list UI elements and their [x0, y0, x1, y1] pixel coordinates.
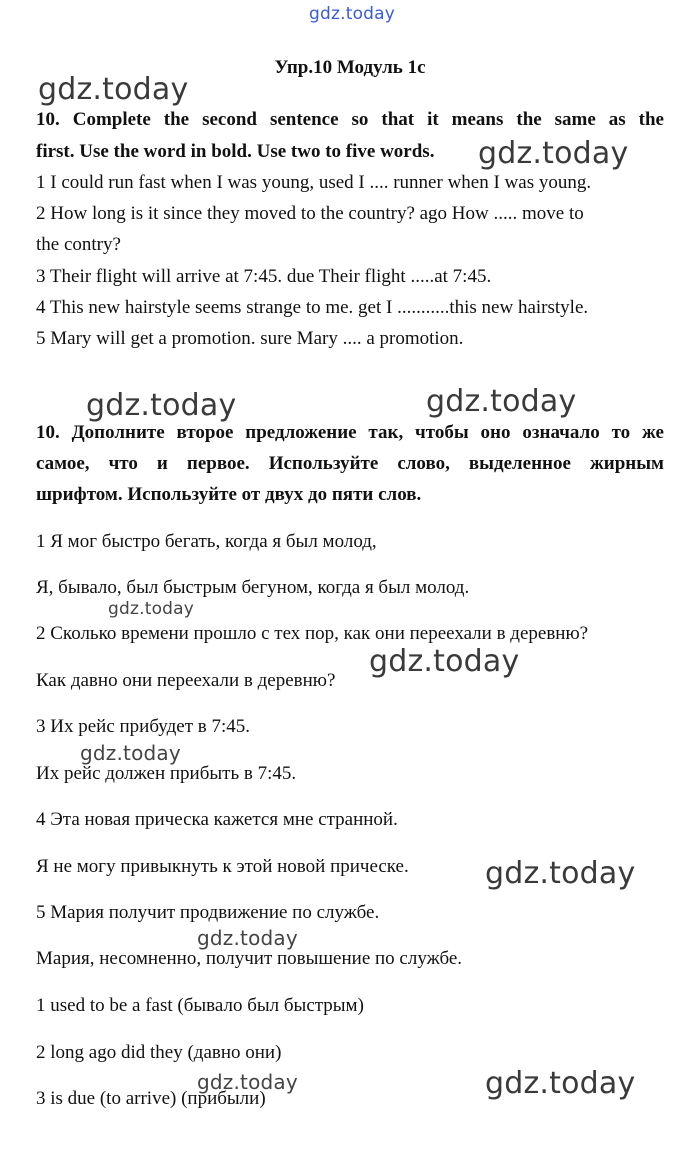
russian-item-5: 5 Мария получит продвижение по службе. [36, 902, 380, 923]
answer-1: 1 used to be a fast (бывало был быстрым) [36, 995, 364, 1016]
watermark: gdz.today [426, 384, 577, 419]
watermark: gdz.today [38, 72, 189, 107]
russian-heading-line-3: шрифтом. Используйте от двух до пяти слов. [36, 484, 422, 505]
watermark: gdz.today [485, 1066, 636, 1101]
russian-item-4: 4 Эта новая прическа кажется мне странной. [36, 809, 398, 830]
russian-item-1-answer: Я, бывало, был быстрым бегуном, когда я был молод. [36, 577, 470, 598]
english-item-2: 2 How long is it since they moved to the country? ago How ..... move to [36, 203, 584, 224]
russian-item-4-answer: Я не могу привыкнуть к этой новой прическе. [36, 856, 409, 877]
russian-heading-line-1: 10. Дополните второе предложение так, чтобы оно означало то же [36, 422, 664, 443]
english-item-1: 1 I could run fast when I was young, used I .... runner when I was young. [36, 172, 592, 193]
english-heading-line-1: 10. Complete the second sentence so that it means the same as the [36, 109, 664, 130]
english-item-5: 5 Mary will get a promotion. sure Mary .... a promotion. [36, 328, 464, 349]
answer-2: 2 long ago did they (давно они) [36, 1042, 282, 1063]
russian-item-3: 3 Их рейс прибудет в 7:45. [36, 716, 250, 737]
russian-item-2: 2 Сколько времени прошло с тех пор, как они переехали в деревню? [36, 623, 589, 644]
watermark: gdz.today [108, 599, 195, 619]
english-item-3: 3 Their flight will arrive at 7:45. due Their flight .....at 7:45. [36, 266, 492, 287]
english-item-2-continued: the contry? [36, 234, 121, 255]
russian-item-5-answer: Мария, несомненно, получит повышение по службе. [36, 948, 463, 969]
russian-item-3-answer: Их рейс должен прибыть в 7:45. [36, 763, 297, 784]
header-watermark: gdz.today [309, 4, 396, 24]
english-item-4: 4 This new hairstyle seems strange to me. get I ...........this new hairstyle. [36, 297, 589, 318]
watermark: gdz.today [197, 926, 298, 950]
watermark: gdz.today [197, 1070, 298, 1094]
watermark: gdz.today [478, 136, 629, 171]
english-heading-line-2: first. Use the word in bold. Use two to five words. [36, 141, 435, 162]
page-title: Упр.10 Модуль 1с [274, 57, 426, 78]
watermark: gdz.today [485, 856, 636, 891]
watermark: gdz.today [80, 741, 181, 765]
russian-heading-line-2: самое, что и первое. Используйте слово, выделенное жирным [36, 453, 664, 474]
russian-item-1: 1 Я мог быстро бегать, когда я был молод, [36, 531, 377, 552]
answer-3: 3 is due (to arrive) (прибыли) [36, 1088, 266, 1109]
watermark: gdz.today [86, 388, 237, 423]
watermark: gdz.today [369, 644, 520, 679]
russian-item-2-answer: Как давно они переехали в деревню? [36, 670, 336, 691]
